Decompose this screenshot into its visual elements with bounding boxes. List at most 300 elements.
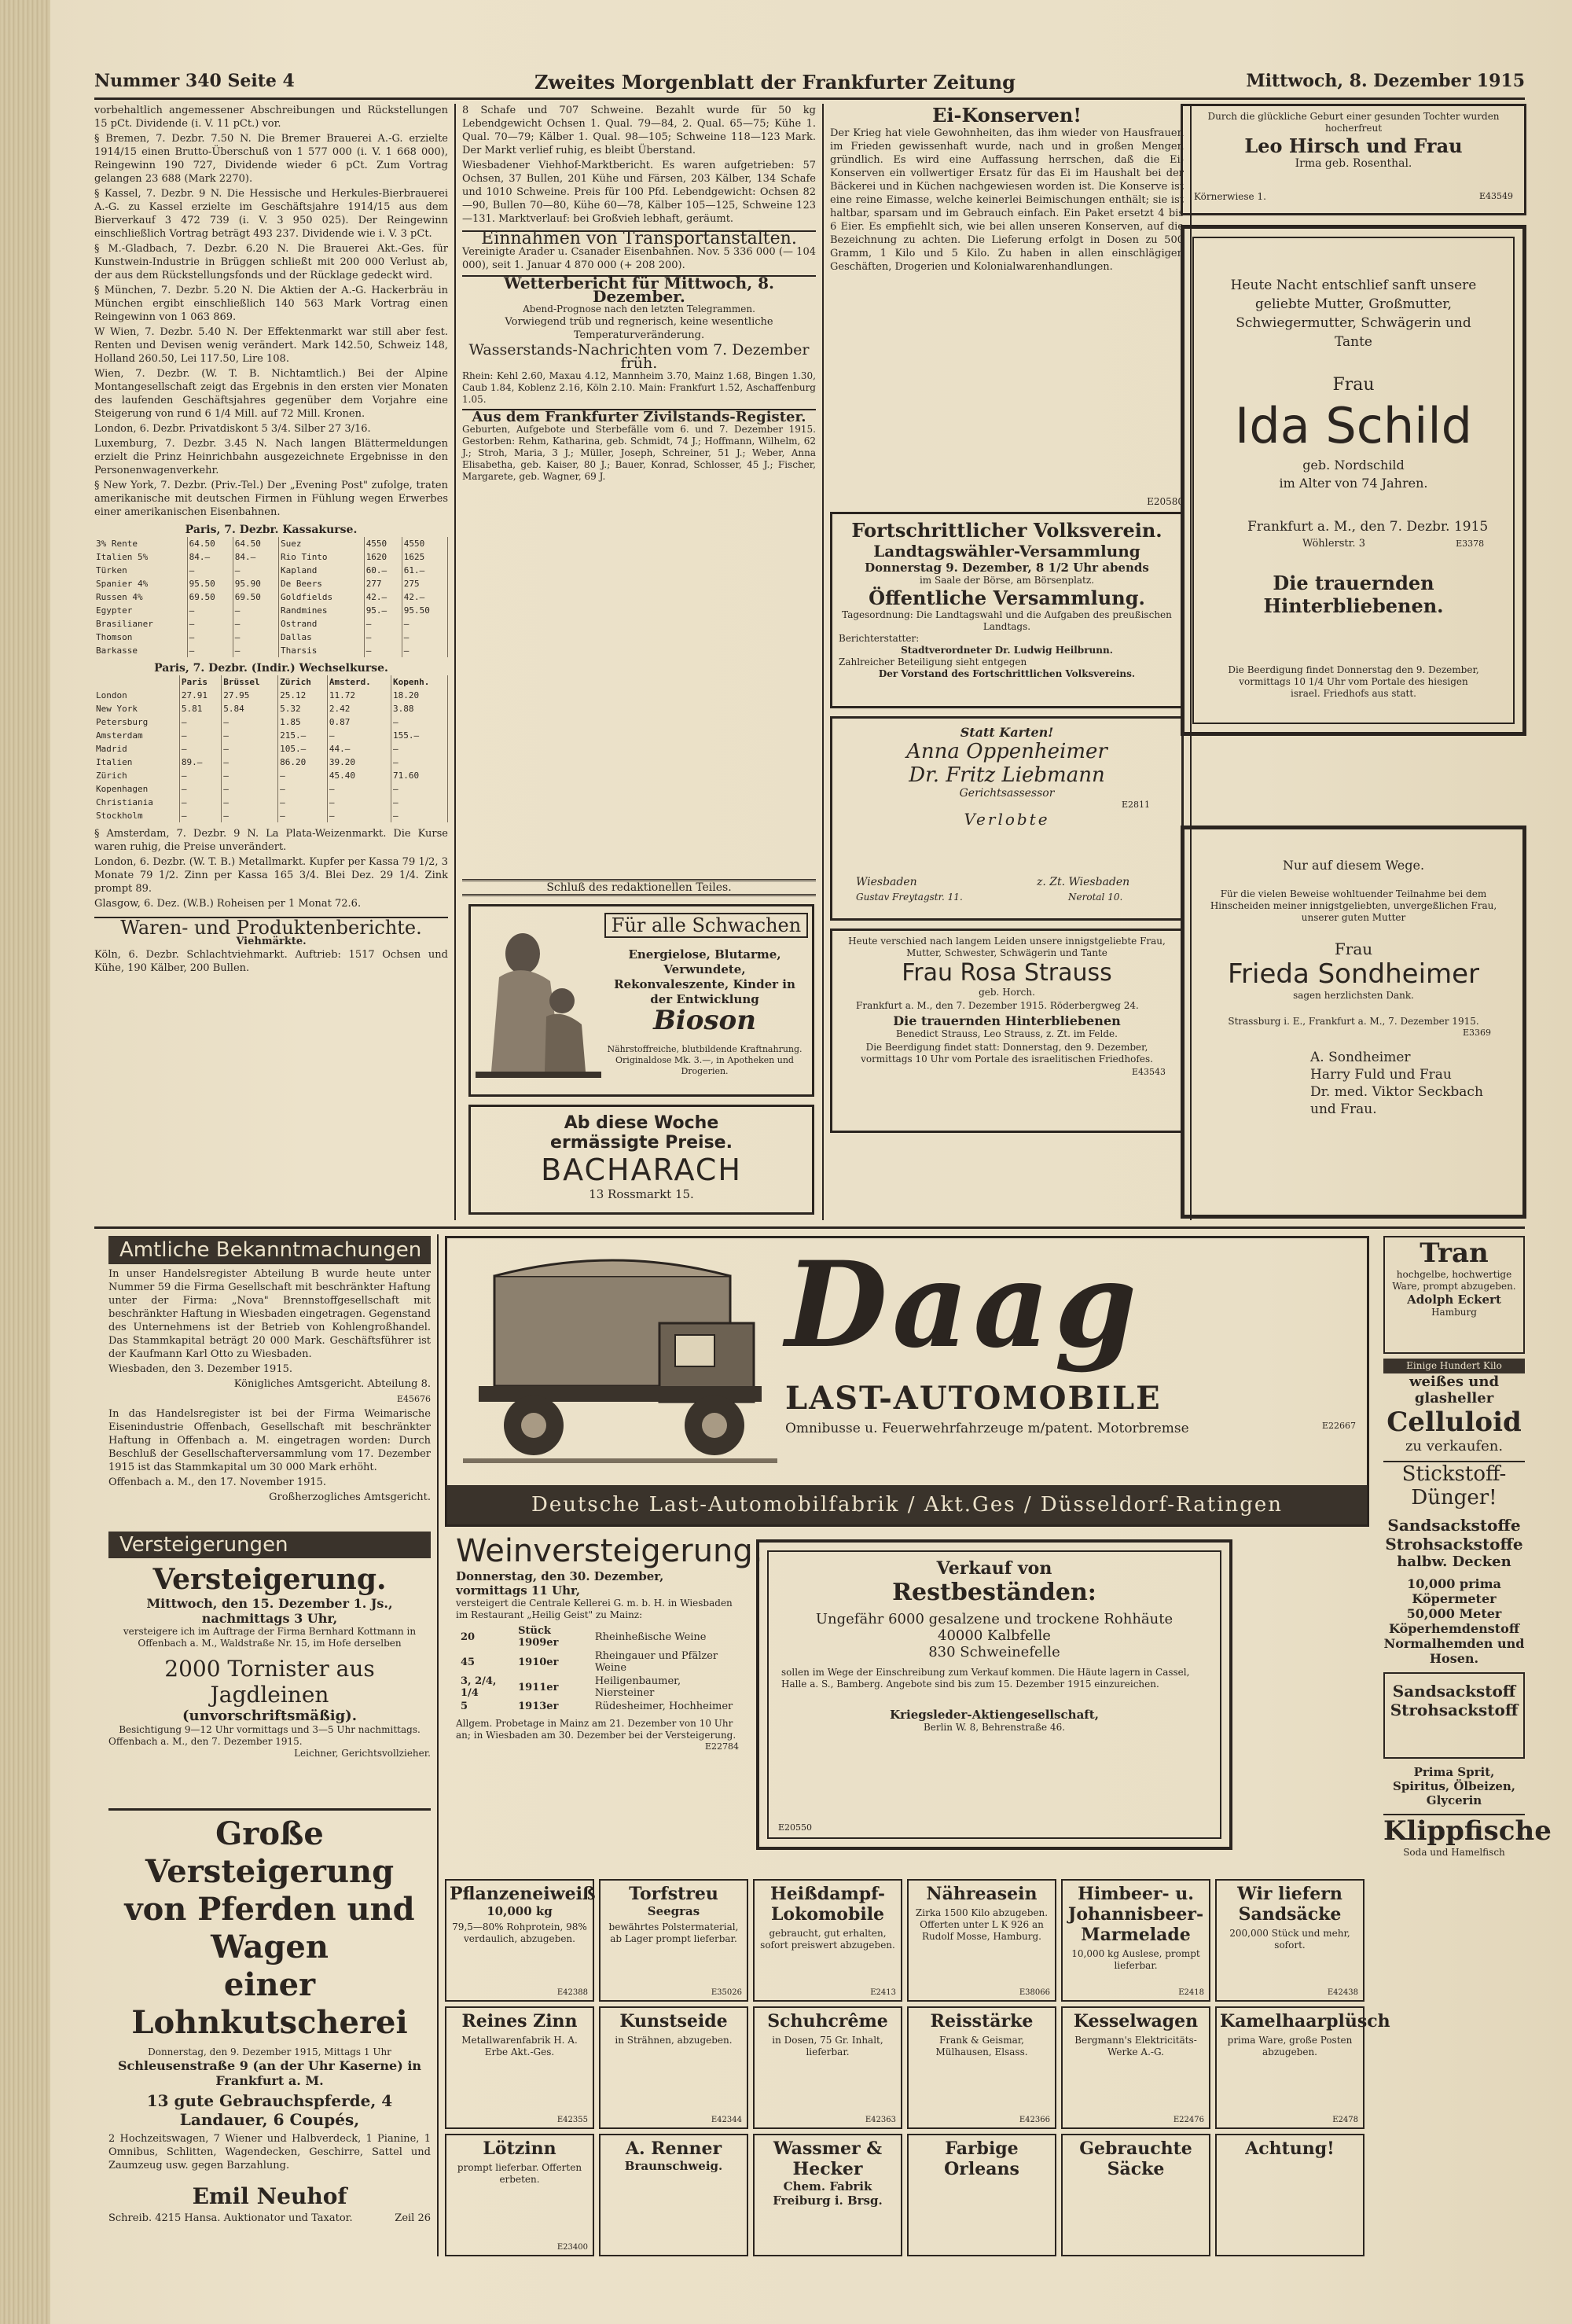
table-cell: —: [278, 796, 328, 809]
classified-ad: [599, 2134, 748, 2256]
cell-sub: weißes und glasheller: [1409, 1373, 1500, 1407]
classified-sub: Braunschweig.: [624, 2159, 723, 2173]
table-cell: Türken: [94, 564, 187, 577]
classified-title: Gebrauchte Säcke: [1079, 2138, 1192, 2179]
classified-code: E23400: [556, 2243, 588, 2252]
table-cell: —: [233, 631, 278, 644]
table-cell: —: [327, 782, 391, 796]
table-row: [94, 769, 448, 782]
stick-title: Stickstoff-Dünger!: [1383, 1461, 1525, 1509]
sond-head: Nur auf diesem Wege.: [1282, 858, 1425, 873]
table-cell: 3% Rente: [94, 537, 187, 550]
verein-title: Fortschrittlicher Volksverein.: [851, 519, 1162, 542]
table-cell: —: [222, 756, 278, 769]
verkauf-text: sollen im Wege der Einschreibung zum Verkauf kommen. Die Häute lagern in Cassel, Halle a. S., Bamberg. Angebote sind bis zum 15. Dezember 1915 einzureichen.: [781, 1667, 1190, 1690]
table-cell: —: [278, 769, 328, 782]
table-cell: London: [94, 689, 179, 702]
table-cell: —: [402, 617, 447, 631]
sond-sig3: Dr. med. Viktor Seckbach: [1310, 1084, 1483, 1100]
table-cell: 18.20: [391, 689, 448, 702]
finance-item: § M.-Gladbach, 7. Dezbr. 6.20 N. Die Brauerei Akt.-Ges. für Kunstwein-Industrie in Brüggen schließt mit 200 000 Verlust ab, der aus dem Rückstellungsfonds und der Rücklage gedeckt wird.: [94, 243, 448, 281]
ver-name2: Dr. Fritz Liebmann: [909, 763, 1105, 787]
finance-late-item: London, 6. Dezbr. (W. T. B.) Metallmarkt. Kupfer per Kassa 79 1/2, 3 Monate 79 1/2. Zinn per Kassa 165 3/4. Blei Dez. 29 1/4. Zink prompt 89.: [94, 856, 448, 895]
bioson-head: Für alle Schwachen: [604, 913, 808, 938]
classified-code: E42366: [1019, 2116, 1050, 2124]
table-cell: Christiania: [94, 796, 179, 809]
classified-ad: [907, 2134, 1056, 2256]
verein-end: Zahlreicher Beteiligung sieht entgegen: [839, 656, 1027, 667]
market-report: 8 Schafe und 707 Schweine. Bezahlt wurde für 50 kg Lebendgewicht Ochsen 1. Qual. 79—84, 2. Qual. 65—75; Kühe 1. Qual. 70—79; Kälber 1. Qual. 98—105; Schweine 118—123 Mark. Der Markt verlief ruhig, es bleibt Überstand.: [462, 105, 816, 156]
rosa-intro: Heute verschied nach langem Leiden unsere innigstgeliebte Frau, Mutter, Schwester, Schwägerin und Tante: [848, 936, 1166, 958]
table-row: [94, 689, 448, 702]
classified-sub: 10,000 kg: [487, 1904, 553, 1918]
sond-text: Für die vielen Beweise wohltuender Teilnahme bei dem Hinscheiden meiner innigstgeliebten, unvergeßlichen Frau, unserer guten Mutter: [1210, 888, 1497, 923]
schild-code: E3378: [1456, 539, 1485, 549]
rosa-names: Benedict Strauss, Leo Strauss, z. Zt. im Felde.: [896, 1028, 1118, 1039]
table-cell: Madrid: [94, 742, 179, 756]
table-cell: 84.—: [187, 550, 233, 564]
wein-cell: Stück 1909er: [518, 1625, 559, 1649]
gross-items: 13 gute Gebrauchspferde, 4 Landauer, 6 Coupés,: [146, 2091, 393, 2129]
verst-date: Mittwoch, den 15. Dezember 1. Js., nachmittags 3 Uhr,: [146, 1596, 393, 1626]
schild-intro: Heute Nacht entschlief sanft unsere geliebte Mutter, Großmutter, Schwiegermutter, Schwägerin und Tante: [1230, 278, 1477, 350]
table-cell: De Beers: [278, 577, 364, 590]
ver-city2: z. Zt. Wiesbaden: [1037, 876, 1130, 888]
classified-ad: [753, 2134, 902, 2256]
verkauf-code: E20550: [778, 1822, 813, 1833]
table-cell: —: [327, 809, 391, 822]
standes-title: Aus dem Frankfurter Zivilstands-Register.: [462, 409, 816, 424]
verst-place: Offenbach a. M., den 7. Dezember 1915.: [108, 1736, 303, 1747]
classified-code: E42363: [865, 2116, 896, 2124]
gross-place: Schleusenstraße 9 (an der Uhr Kaserne) in Frankfurt a. M.: [117, 2058, 422, 2088]
table-cell: Tharsis: [278, 644, 364, 657]
table-cell: 86.20: [278, 756, 328, 769]
wein-row: [456, 1649, 739, 1675]
classified-title: Kesselwagen: [1073, 2011, 1199, 2032]
table-cell: 215.—: [278, 729, 328, 742]
verlobung-ad: [830, 716, 1184, 921]
table-cell: —: [402, 631, 447, 644]
rosa-name: Frau Rosa Strauss: [902, 959, 1112, 987]
wein-cell: 1913er: [518, 1701, 559, 1712]
classified-ad: [753, 1879, 902, 2002]
table-cell: 1.85: [278, 715, 328, 729]
daag-logo: Daag: [785, 1236, 1142, 1374]
amtlich-court2: Großherzogliches Amtsgericht.: [269, 1491, 431, 1503]
wein-cell: Rüdesheimer, Hochheimer: [594, 1701, 733, 1712]
table-cell: Kopenhagen: [94, 782, 179, 796]
sond-sig4: und Frau.: [1310, 1101, 1377, 1117]
tran-name: Adolph Eckert: [1407, 1293, 1501, 1307]
table-cell: 11.72: [327, 689, 391, 702]
schild-street: Wöhlerstr. 3: [1302, 538, 1365, 550]
table-cell: —: [179, 782, 221, 796]
finance-item: Wien, 7. Dezbr. (W. T. B. Nichtamtlich.) Bei der Alpine Montangesellschaft zeigt das Ergebnis in den ersten vier Monaten des laufenden Geschäftsjahres gegenüber dem Vorjahre eine Steigerung von rund 6 1/4 Mill. auf 72 Mill. Kronen.: [94, 368, 448, 420]
table-header-cell: Zürich: [278, 675, 328, 689]
classified-ad: [1215, 2006, 1390, 2129]
classified-title: Pflanzeneiweiß: [450, 1884, 596, 1904]
classified-text: Bergmann's Elektricitäts-Werke A.-G.: [1074, 2035, 1197, 2057]
ver-name1: Anna Oppenheimer: [906, 740, 1107, 763]
bioson-name: Bioson: [653, 1005, 756, 1036]
sond-thanks: sagen herzlichsten Dank.: [1293, 990, 1414, 1001]
vieh-title: Viehmärkte.: [236, 936, 307, 947]
table-row: [94, 742, 448, 756]
classified-sub: Seegras: [647, 1904, 700, 1918]
table-cell: 42.—: [364, 590, 402, 604]
table-row: [94, 782, 448, 796]
birth-intro: Durch die glückliche Geburt einer gesunden Tochter wurden hocherfreut: [1207, 111, 1500, 134]
sandsack-box: [1383, 1672, 1525, 1759]
finance-item: W Wien, 7. Dezbr. 5.40 N. Der Effektenmarkt war still aber fest. Renten und Devisen wenig verändert. Mark 142.50, Schweiz 148, Holland 260.50, Lei 117.50, Lire 108.: [94, 326, 448, 365]
schild-age: im Alter von 74 Jahren.: [1279, 476, 1428, 491]
finance-item: § New York, 7. Dezbr. (Priv.-Tel.) Der „Evening Post" zufolge, traten amerikanische mit deutschen Firmen in Fühlung wegen Erwerbes einer amerikanischen Eisenbahnen.: [94, 480, 448, 518]
wetter-sub: Abend-Prognose nach den letzten Telegrammen.: [523, 303, 755, 314]
classified-ad: [1215, 1879, 1364, 2002]
verkauf-ad: [756, 1539, 1232, 1850]
finance-late-item: § Amsterdam, 7. Dezbr. 9 N. La Plata-Weizenmarkt. Die Kurse waren ruhig, die Preise unverändert.: [94, 828, 448, 853]
table-cell: 27.95: [222, 689, 278, 702]
table-cell: 42.—: [402, 590, 447, 604]
table-cell: —: [391, 796, 448, 809]
verein-place: im Saale der Börse, am Börsenplatz.: [919, 575, 1095, 586]
bacharach-ad: [468, 1105, 814, 1215]
table-row: [94, 590, 448, 604]
classified-title: Reisstärke: [930, 2011, 1034, 2032]
classified-title: Kamelhaarplüsch: [1220, 2011, 1390, 2032]
wiesbaden-report: Wiesbadener Viehhof-Marktbericht. Es waren aufgetrieben: 57 Ochsen, 37 Bullen, 201 Kühe und Färsen, 203 Kälber, 134 Schafe und 1010 Schweine. Preis für 100 Pfd. Lebendgewicht: Ochsen 82—90, Bullen 70—80, Kühe 60—78, Kälber 105—125, Schweine 123—131. Marktverlauf: bei Großvieh lebhaft, geräumt.: [462, 160, 816, 225]
ver-addr2: Nerotal 10.: [1068, 892, 1123, 903]
paris-table: [94, 537, 448, 657]
table-cell: —: [391, 782, 448, 796]
gross-foot: Schreib. 4215 Hansa. Auktionator und Taxator.: [108, 2212, 353, 2224]
classified-text: in Dosen, 75 Gr. Inhalt, lieferbar.: [772, 2035, 883, 2057]
verst-sig: Leichner, Gerichtsvollzieher.: [294, 1748, 431, 1759]
verkauf-l2: 40000 Kalbfelle: [938, 1627, 1051, 1644]
cell-name: Celluloid: [1387, 1407, 1522, 1438]
finance-late: [94, 827, 448, 910]
table-cell: —: [179, 809, 221, 822]
column-rule: [822, 104, 824, 1220]
table-cell: —: [327, 796, 391, 809]
bach-prices: ermässigte Preise.: [550, 1133, 733, 1153]
table-cell: 2.42: [327, 702, 391, 715]
wein-date: Donnerstag, den 30. Dezember, vormittags 11 Uhr,: [456, 1569, 664, 1598]
table-cell: 71.60: [391, 769, 448, 782]
versteigerungen-bar: Versteigerungen: [108, 1532, 431, 1558]
verst-items2: (unvorschriftsmäßig).: [182, 1708, 357, 1724]
table-header-cell: Amsterd.: [327, 675, 391, 689]
table-row: [94, 644, 448, 657]
classified-ad: [1061, 2134, 1210, 2256]
amtlich-place2: Offenbach a. M., den 17. November 1915.: [108, 1476, 327, 1488]
table-row: [94, 796, 448, 809]
koep-1: 10,000 prima Köpermeter: [1407, 1576, 1501, 1606]
bach-name: BACHARACH: [541, 1153, 742, 1187]
tran-text: hochgelbe, hochwertige Ware, prompt abzugeben.: [1392, 1269, 1516, 1292]
column-rule: [437, 1234, 439, 2256]
table-cell: —: [364, 617, 402, 631]
classified-ad: [907, 1879, 1056, 2002]
wein-row: [456, 1700, 739, 1713]
wein-cell: 1910er: [518, 1656, 559, 1668]
table-cell: 95.—: [364, 604, 402, 617]
page-binding: [0, 0, 50, 2324]
sand-head: Sandsackstoffe: [1387, 1516, 1521, 1535]
wein-foot: Allgem. Probetage in Mainz am 21. Dezember von 10 Uhr an; in Wiesbaden am 30. Dezember bei der Versteigerung.: [456, 1718, 736, 1741]
classified-text: Frank & Geismar, Mülhausen, Elsass.: [935, 2035, 1028, 2057]
table-row: [94, 715, 448, 729]
gross-title2: von Pferden und Wagen: [124, 1891, 415, 1965]
classified-ad: [1215, 2134, 1364, 2256]
rosa-place: Frankfurt a. M., den 7. Dezember 1915. Röderbergweg 24.: [856, 1000, 1139, 1011]
table-cell: —: [391, 756, 448, 769]
table-cell: —: [233, 617, 278, 631]
classified-ad: [599, 2006, 748, 2129]
einnahmen-title: Einnahmen von Transportanstalten.: [462, 230, 816, 245]
classified-text: 10,000 kg Auslese, prompt lieferbar.: [1071, 1948, 1200, 1971]
amtlich-court: Königliches Amtsgericht. Abteilung 8.: [233, 1378, 431, 1390]
table-cell: 89.—: [179, 756, 221, 769]
table-cell: Brasilianer: [94, 617, 187, 631]
schild-mourn: Die trauernden Hinterbliebenen.: [1263, 572, 1444, 617]
bach-addr: 13 Rossmarkt 15.: [589, 1187, 694, 1201]
table-cell: 5.32: [278, 702, 328, 715]
schild-born: geb. Nordschild: [1302, 458, 1405, 473]
table-row: [94, 577, 448, 590]
table-cell: —: [278, 809, 328, 822]
classified-title: Lötzinn: [483, 2138, 556, 2159]
einnahmen-text: Vereinigte Arader u. Csanader Eisenbahnen. Nov. 5 336 000 (— 104 000), seit 1. Januar 4 870 000 (+ 208 200).: [462, 246, 816, 271]
table-cell: 25.12: [278, 689, 328, 702]
bioson-text: Energielose, Blutarme, Verwundete, Rekonvaleszente, Kinder in der Entwicklung: [614, 947, 795, 1006]
classified-ad: [1061, 1879, 1210, 2002]
verkauf-sig: Kriegsleder-Aktiengesellschaft,: [890, 1708, 1099, 1722]
classified-title: Nähreasein: [926, 1884, 1038, 1904]
table-cell: —: [364, 631, 402, 644]
table-row: [94, 617, 448, 631]
table-cell: 60.—: [364, 564, 402, 577]
table-cell: New York: [94, 702, 179, 715]
table-cell: 1625: [402, 550, 447, 564]
verkauf-l3: 830 Schweinefelle: [928, 1644, 1060, 1660]
verein-date: Donnerstag 9. Dezember, 8 1/2 Uhr abends: [865, 561, 1149, 575]
amtlich-text2: In das Handelsregister ist bei der Firma Weimarische Eisenindustrie Offenbach, Gesellschaft mit beschränkter Haftung in Offenbach a. M. eingetragen worden: Durch Beschluß der Gesellschafterversammlung vom 17. Dezember 1915 ist das Stammkapital um 30 000 Mark erhöht.: [108, 1408, 431, 1473]
table-cell: 69.50: [187, 590, 233, 604]
tran-city: Hamburg: [1431, 1307, 1477, 1318]
sand-text2: halbw. Decken: [1397, 1554, 1511, 1570]
classified-code: E22476: [1173, 2116, 1204, 2124]
bioson-foot: Nährstoffreiche, blutbildende Kraftnahrung. Originaldose Mk. 3.—, in Apotheken und Drogerien.: [607, 1044, 803, 1076]
table-cell: 61.—: [402, 564, 447, 577]
classified-code: E2478: [1332, 2116, 1358, 2124]
koep-2: 50,000 Meter Köperhemdenstoff: [1389, 1606, 1519, 1636]
ver-title: Gerichtsassessor: [959, 787, 1055, 800]
classified-text: prompt lieferbar. Offerten erbeten.: [457, 2162, 582, 2185]
verein-speaker: Stadtverordneter Dr. Ludwig Heilbrunn.: [901, 645, 1113, 656]
schild-place: Frankfurt a. M., den 7. Dezbr. 1915: [1247, 519, 1489, 535]
classified-sub: Chem. Fabrik Freiburg i. Brsg.: [773, 2179, 883, 2208]
table-cell: 3.88: [391, 702, 448, 715]
table-cell: Spanier 4%: [94, 577, 187, 590]
classified-title: Heißdampf-Lokomobile: [770, 1884, 885, 1925]
table-cell: Egypter: [94, 604, 187, 617]
table-header-cell: Brüssel: [222, 675, 278, 689]
sond-code: E3369: [1462, 1028, 1491, 1038]
classified-ad: [445, 2134, 594, 2256]
wein-cell: Rheingauer und Pfälzer Weine: [594, 1650, 718, 1674]
verst-title: Versteigerung.: [152, 1563, 387, 1596]
klipp-title: Klippfische: [1383, 1815, 1552, 1847]
table-cell: Italien 5%: [94, 550, 187, 564]
gross-date: Donnerstag, den 9. Dezember 1915, Mittags 1 Uhr: [148, 2046, 391, 2057]
classified-title: Wir liefern Sandsäcke: [1237, 1884, 1342, 1925]
page-header: [94, 69, 1525, 100]
verein-board: Der Vorstand des Fortschrittlichen Volksvereins.: [878, 668, 1136, 679]
cell-head: Einige Hundert Kilo: [1383, 1359, 1525, 1373]
verein-ad: [830, 512, 1184, 708]
table-cell: 39.20: [327, 756, 391, 769]
paris2-title: Paris, 7. Dezbr. (Indir.) Wechselkurse.: [154, 662, 388, 675]
amtlich-text: In unser Handelsregister Abteilung B wurde heute unter Nummer 59 die Firma Gesellschaft mit beschränkter Haftung unter der Firma: „Nova" Brennstoffgesellschaft mit beschränkter Haftung in Wiesbaden eingetragen. Gegenstand des Unternehmens ist der Betrieb von Kohlengroßhandel. Das Stammkapital beträgt 20 000 Mark. Geschäftsführer ist der Kaufmann Karl Otto zu Wiesbaden.: [108, 1268, 431, 1360]
table-header-cell: [94, 675, 179, 689]
schild-name: Ida Schild: [1235, 397, 1472, 454]
table-cell: Amsterdam: [94, 729, 179, 742]
table-cell: Stockholm: [94, 809, 179, 822]
ei-text: Der Krieg hat viele Gewohnheiten, das ihm wieder von Hausfrauen im Frieden gewissenhaft wurde, nach und in großen Mengen gründlich. Es wird eine Auffassung herrschen, daß die Ei-Konserven ein vollwertiger Ersatz für das Ei im Haushalt bei der Bäckerei und in Küchen nachgewiesen worden ist. Die Konserve ist eine reine Eimasse, welche keinerlei Beimischungen enthält; sie ist haltbar, sparsam und im Gebrauch einfach. Ein Paket ersetzt 4 bis 6 Eier. Es empfiehlt sich, wie bei allen unseren Konserven, auf die Bezeichnung zu achten. Die Lieferung erfolgt in Dosen zu 500 Gramm, 1 Kilo und 5 Kilo. Zu haben in allen einschlägigen Geschäften, Drogerien und Kolonialwarenhandlungen.: [830, 127, 1184, 273]
sprit-text: Prima Sprit, Spiritus, Ölbeizen, Glycerin: [1392, 1765, 1516, 1807]
classified-ad: [445, 1879, 594, 2002]
sond-place: Strassburg i. E., Frankfurt a. M., 7. Dezember 1915.: [1228, 1016, 1479, 1027]
koep-3: Normalhemden und Hosen.: [1383, 1636, 1525, 1666]
tran-ad: [1383, 1236, 1525, 1354]
verst-text: versteigere ich im Auftrage der Firma Bernhard Kottmann in Offenbach a. M., Waldstraße Nr. 15, im Hofe derselben: [123, 1626, 417, 1649]
wein-row: [456, 1624, 739, 1649]
standes-text: Geburten, Aufgebote und Sterbefälle vom 6. und 7. Dezember 1915. Gestorben: Rehm, Katharina, geb. Schmidt, 74 J.; Hoffmann, Wilhelm, 62 J.; Stroh, Maria, 3 J.; Müller, Joseph, Schreiner, 51 J.; Weber, Anna Elisabetha, geb. Kaiser, 80 J.; Bauer, Konrad, Schlosser, 45 J.; Fischer, Margarete, geb. Wagner, 69 J.: [462, 424, 816, 482]
table-cell: —: [222, 796, 278, 809]
table-cell: Kapland: [278, 564, 364, 577]
table-cell: 44.—: [327, 742, 391, 756]
table-cell: Italien: [94, 756, 179, 769]
table-cell: 105.—: [278, 742, 328, 756]
table-row: [94, 550, 448, 564]
table-cell: Suez: [278, 537, 364, 550]
verkauf-sig2: Berlin W. 8, Behrenstraße 46.: [923, 1722, 1066, 1733]
table-cell: 64.50: [187, 537, 233, 550]
wein-cell: 45: [461, 1656, 476, 1668]
wetter-text: Vorwiegend trüb und regnerisch, keine wesentliche Temperaturveränderung.: [505, 316, 773, 341]
amtliche-bar: Amtliche Bekanntmachungen: [108, 1236, 431, 1264]
issue-date: Mittwoch, 8. Dezember 1915: [1246, 71, 1525, 91]
table-cell: Ostrand: [278, 617, 364, 631]
table-cell: Petersburg: [94, 715, 179, 729]
sond-sig1: A. Sondheimer: [1310, 1050, 1411, 1065]
table-cell: —: [222, 742, 278, 756]
classified-ad: [599, 1879, 748, 2002]
bioson-ad: [468, 904, 814, 1097]
table-row: [94, 631, 448, 644]
table-cell: Goldfields: [278, 590, 364, 604]
classified-code: E38066: [1019, 1988, 1050, 1997]
amtlich-place: Wiesbaden, den 3. Dezember 1915.: [108, 1363, 292, 1375]
table-row: [94, 809, 448, 822]
table-cell: —: [222, 729, 278, 742]
ver-word: Verlobte: [964, 810, 1050, 829]
table-cell: —: [179, 742, 221, 756]
column-reports: [462, 104, 816, 890]
wetter-title: Wetterbericht für Mittwoch, 8. Dezember.: [462, 275, 816, 303]
classified-text: prima Ware, große Posten abzugeben.: [1227, 2035, 1353, 2057]
rosa-mourn: Die trauernden Hinterbliebenen: [893, 1013, 1121, 1028]
sond-name: Frieda Sondheimer: [1227, 958, 1480, 990]
daag-sub: LAST-AUTOMOBILE: [785, 1380, 1162, 1417]
wein-code: E22784: [704, 1741, 739, 1752]
table-cell: Zürich: [94, 769, 179, 782]
table-header-cell: Kopenh.: [391, 675, 448, 689]
classified-title: Schuhcrême: [767, 2011, 888, 2032]
gross-sig: Emil Neuhof: [192, 2183, 347, 2209]
wein-row: [456, 1675, 739, 1700]
ver-code: E2811: [1121, 800, 1150, 810]
column-finance: [94, 104, 448, 1228]
finance-item: Luxemburg, 7. Dezbr. 3.45 N. Nach langen Blättermeldungen erzielt die Prinz Heinrichbahn ausgezeichnete Ergebnisse in den Personenwagenverkehr.: [94, 438, 448, 476]
soda-text: Soda und Hamelfisch: [1403, 1847, 1505, 1858]
classified-title: Wassmer & Hecker: [773, 2138, 883, 2179]
classified-title: A. Renner: [625, 2138, 722, 2159]
waren-title: Waren- und Produktenberichte.: [94, 917, 448, 935]
finance-intro: vorbehaltlich angemessener Abschreibungen und Rückstellungen 15 pCt. Dividende (i. V. 11 pCt.) vor.: [94, 105, 448, 130]
classified-ad: [445, 2006, 594, 2129]
wein-cell: Heiligenbaumer, Niersteiner: [594, 1675, 681, 1699]
classified-text: 79,5—80% Rohprotein, 98% verdaulich, abzugeben.: [452, 1921, 587, 1944]
table-cell: 4550: [402, 537, 447, 550]
classified-title: Farbige Orleans: [944, 2138, 1019, 2179]
classified-title: Reines Zinn: [461, 2011, 578, 2032]
truck-illustration: [463, 1252, 777, 1473]
sond-sig2: Harry Fuld und Frau: [1310, 1067, 1452, 1083]
table-cell: Russen 4%: [94, 590, 187, 604]
table-cell: 5.84: [222, 702, 278, 715]
table-cell: 277: [364, 577, 402, 590]
finance-item: § Kassel, 7. Dezbr. 9 N. Die Hessische und Herkules-Bierbrauerei A.-G. zu Kassel erzielte im Geschäftsjahre 1914/15 aus dem Bierverkauf 3 472 739 (i. V. 3 950 025). Der Reingewinn einschließlich Vortrag beträgt 493 237. Dividende wie i. V. 3 pCt.: [94, 188, 448, 240]
classified-text: in Strähnen, abzugeben.: [615, 2035, 733, 2046]
table-cell: —: [391, 742, 448, 756]
table-cell: Randmines: [278, 604, 364, 617]
table-cell: —: [222, 809, 278, 822]
table-cell: 27.91: [179, 689, 221, 702]
table-row: [94, 564, 448, 577]
verein-speaker-label: Berichterstatter:: [839, 633, 920, 644]
classified-ad: [907, 2006, 1056, 2129]
ei-code: E20580: [1147, 496, 1184, 507]
table-cell: —: [364, 644, 402, 657]
classified-code: E42344: [711, 2116, 742, 2124]
finance-items: [94, 132, 448, 519]
ver-addr1: Gustav Freytagstr. 11.: [856, 892, 963, 903]
daag-ad: [445, 1236, 1369, 1527]
table-cell: 69.50: [233, 590, 278, 604]
table-cell: 275: [402, 577, 447, 590]
table-cell: —: [391, 715, 448, 729]
finance-item: London, 6. Dezbr. Privatdiskont 5 3/4. Silber 27 3/16.: [94, 423, 371, 435]
table-cell: Dallas: [278, 631, 364, 644]
strauss-obituary: [830, 928, 1184, 1133]
wein-table: [456, 1624, 739, 1713]
classified-title: Achtung!: [1245, 2138, 1335, 2159]
verein-pub: Öffentliche Versammlung.: [869, 587, 1145, 609]
classified-text: Zirka 1500 Kilo abzugeben. Offerten unter L K 926 an Rudolf Mosse, Hamburg.: [915, 1907, 1049, 1942]
